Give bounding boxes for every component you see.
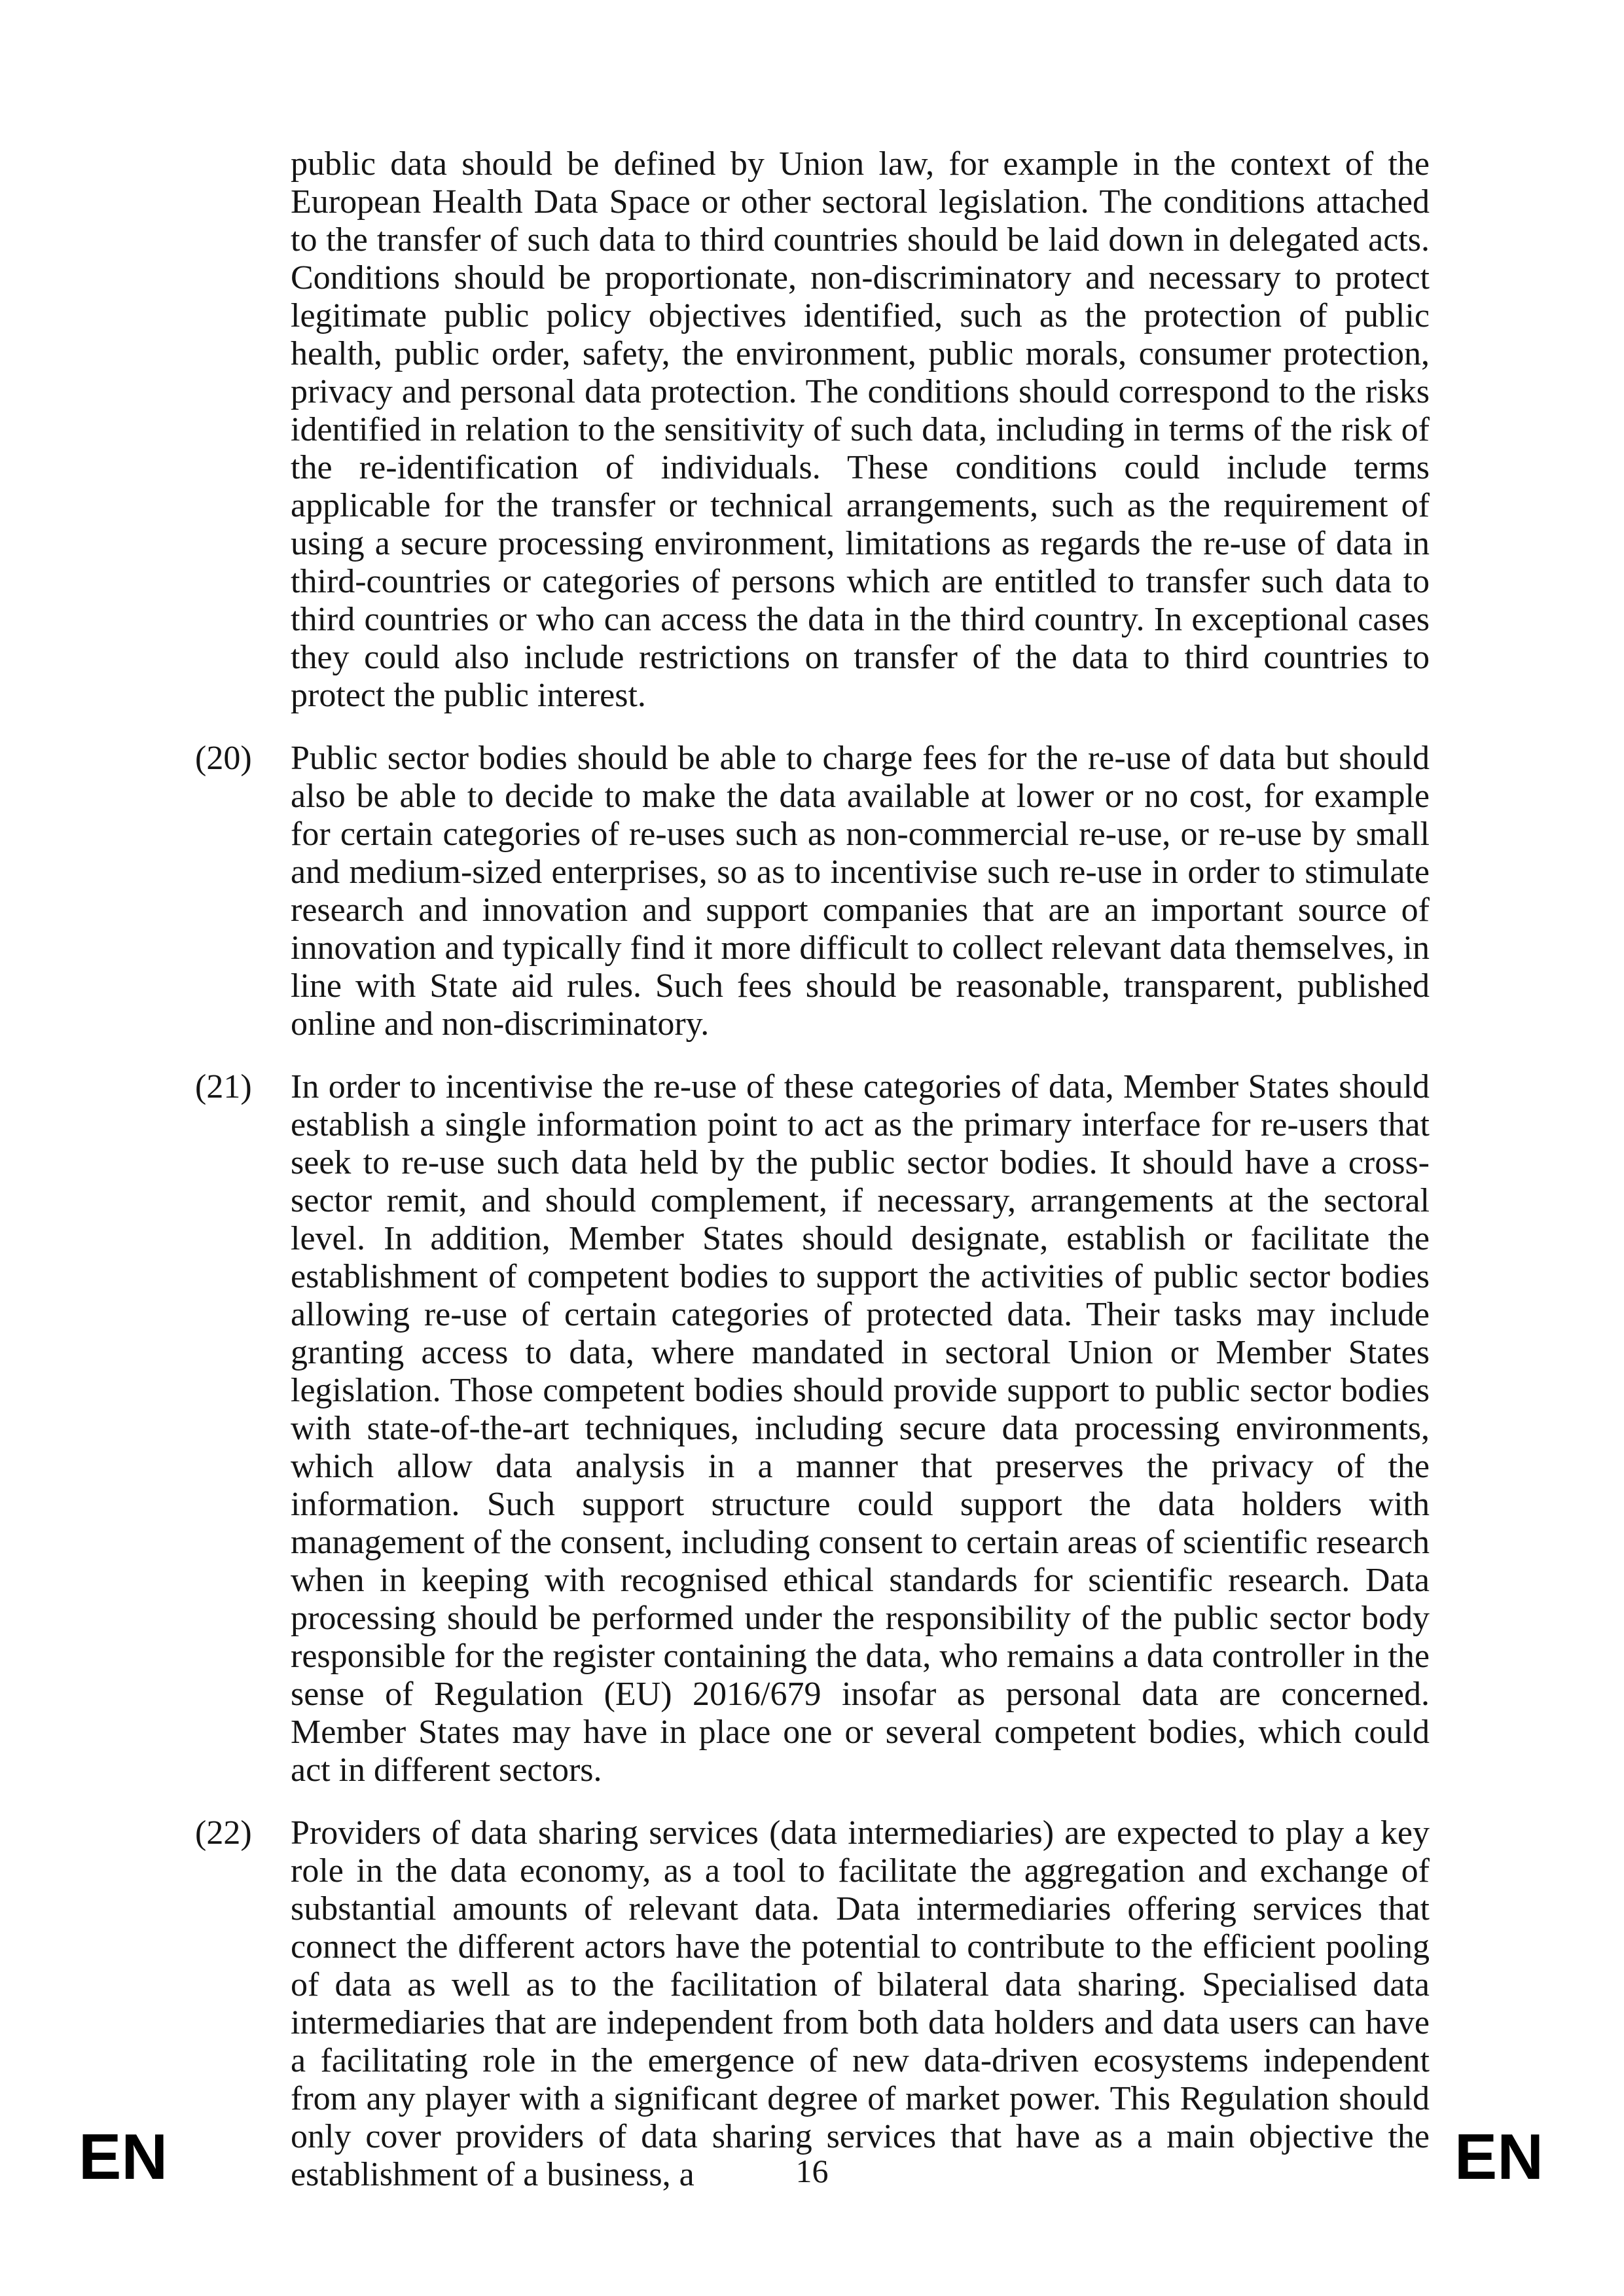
recital-number: (20) <box>195 740 252 777</box>
recital-continuation <box>195 145 1430 715</box>
recital-22 <box>195 1814 1430 2194</box>
recital-number: (21) <box>195 1068 252 1105</box>
recital-21 <box>195 1068 1430 1789</box>
recital-number: (22) <box>195 1814 252 1852</box>
recitals-section <box>195 145 1430 2194</box>
page-number: 16 <box>795 2153 829 2189</box>
recital-text: Providers of data sharing services (data intermediaries) are expected to play a key role in the data economy, as a tool to facilitate the aggregation and exchange of substantial amounts of relevant data. Data intermediaries offering services that connect the different actors have the potential to contribute to the efficient pooling of data as well as to the facilitation of bilateral data sharing. Specialised data intermediaries that are independent from both data holders and data users can have a facilitating role in the emergence of new data-driven ecosystems independent from any player with a significant degree of market power. This Regulation should only cover providers of data sharing services that have as a main objective the establishment of a business, a <box>291 1814 1430 2193</box>
recital-text: In order to incentivise the re-use of these categories of data, Member States should establish a single information point to act as the primary interface for re-users that seek to re-use such data held by the public sector bodies. It should have a cross-sector remit, and should complement, if necessary, arrangements at the sectoral level. In addition, Member States should designate, establish or facilitate the establishment of competent bodies to support the activities of public sector bodies allowing re-use of certain categories of protected data. Their tasks may include granting access to data, where mandated in sectoral Union or Member States legislation. Those competent bodies should provide support to public sector bodies with state-of-the-art techniques, including secure data processing environments, which allow data analysis in a manner that preserves the privacy of the information. Such support structure could support the data holders with management of the consent, including consent to certain areas of scientific research when in keeping with recognised ethical standards for scientific research. Data processing should be performed under the responsibility of the public sector body responsible for the register containing the data, who remains a data controller in the sense of Regulation (EU) 2016/679 insofar as personal data are concerned. Member States may have in place one or several competent bodies, which could act in different sectors. <box>291 1068 1430 1789</box>
recital-20 <box>195 740 1430 1043</box>
footer-language-code-left: EN <box>79 2121 168 2193</box>
footer-language-code-right: EN <box>1454 2121 1543 2193</box>
recital-text: public data should be defined by Union law, for example in the context of the European Health Data Space or other sectoral legislation. The conditions attached to the transfer of such data to third countries should be laid down in delegated acts. Conditions should be proportionate, non-discriminatory and necessary to protect legitimate public policy objectives identified, such as the protection of public health, public order, safety, the environment, public morals, consumer protection, privacy and personal data protection. The conditions should correspond to the risks identified in relation to the sensitivity of such data, including in terms of the risk of the re-identification of individuals. These conditions could include terms applicable for the transfer or technical arrangements, such as the requirement of using a secure processing environment, limitations as regards the re-use of data in third-countries or categories of persons which are entitled to transfer such data to third countries or who can access the data in the third country. In exceptional cases they could also include restrictions on transfer of the data to third countries to protect the public interest. <box>291 145 1430 714</box>
recital-text: Public sector bodies should be able to charge fees for the re-use of data but should also be able to decide to make the data available at lower or no cost, for example for certain categories of re-uses such as non-commercial re-use, or re-use by small and medium-sized enterprises, so as to incentivise such re-use in order to stimulate research and innovation and support companies that are an important source of innovation and typically find it more difficult to collect relevant data themselves, in line with State aid rules. Such fees should be reasonable, transparent, published online and non-discriminatory. <box>291 740 1430 1043</box>
